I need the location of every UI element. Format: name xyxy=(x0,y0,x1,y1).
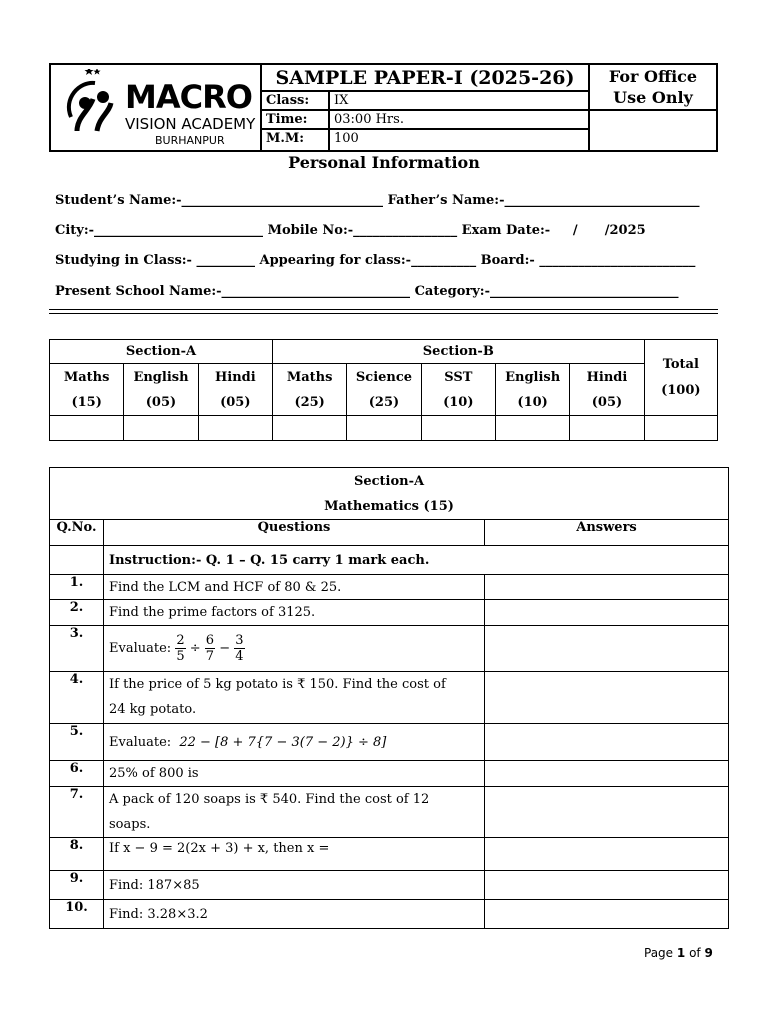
marks-cell[interactable] xyxy=(421,416,495,441)
section-title: Section-A xyxy=(353,473,425,489)
question-number: 9. xyxy=(50,871,104,900)
fraction: $\frac{3}{4}$ xyxy=(235,633,244,664)
total-label: Total xyxy=(662,356,699,372)
paper-title: SAMPLE PAPER-I (2025-26) xyxy=(275,67,575,89)
office-use-cell xyxy=(590,65,716,150)
question-text: Find: 187×85 xyxy=(104,871,485,900)
subject-header: English (10) xyxy=(495,364,569,416)
header-box xyxy=(49,63,718,152)
total-header xyxy=(644,340,717,416)
answers-header: Answers xyxy=(485,520,729,546)
total-value: (100) xyxy=(661,382,701,398)
subject-header: Science (25) xyxy=(347,364,421,416)
time-value: 03:00 Hrs. xyxy=(334,112,404,127)
question-text: If x − 9 = 2(2x + 3) + x, then x = xyxy=(104,838,485,871)
mm-label: M.M: xyxy=(266,131,305,146)
answer-cell[interactable] xyxy=(485,900,729,929)
marks-cell[interactable] xyxy=(495,416,569,441)
page-total: 9 xyxy=(704,946,713,960)
time-label: Time: xyxy=(266,112,308,127)
question-number: 6. xyxy=(50,761,104,787)
marks-cell[interactable] xyxy=(272,416,346,441)
subject-header: English (05) xyxy=(124,364,198,416)
macro-logo-icon xyxy=(59,69,125,139)
question-text: Find: 3.28×3.2 xyxy=(104,900,485,929)
question-text: If the price of 5 kg potato is ₹ 150. Find the cost of 24 kg potato. xyxy=(104,672,485,724)
of-label: of xyxy=(689,946,701,960)
operator: − xyxy=(219,641,231,656)
class-row xyxy=(262,90,588,109)
questions-header: Questions xyxy=(104,520,485,546)
answer-cell[interactable] xyxy=(485,672,729,724)
question-text: A pack of 120 soaps is ₹ 540. Find the cost of 12 soaps. xyxy=(104,787,485,838)
office-line-1: For Office xyxy=(608,67,698,86)
answer-cell[interactable] xyxy=(485,838,729,871)
question-number: 1. xyxy=(50,575,104,600)
question-number: 7. xyxy=(50,787,104,838)
question-number: 5. xyxy=(50,724,104,761)
class-value: IX xyxy=(334,93,349,108)
subject-header: SST (10) xyxy=(421,364,495,416)
section-a-header: Section-A xyxy=(50,340,273,364)
logo-cell xyxy=(51,65,262,150)
title-cell xyxy=(262,65,590,150)
answer-cell[interactable] xyxy=(485,761,729,787)
question-text xyxy=(104,626,485,672)
question-number: 10. xyxy=(50,900,104,929)
subject-header: Hindi (05) xyxy=(198,364,272,416)
divider-top xyxy=(49,309,718,310)
divider-bottom xyxy=(49,313,718,314)
office-line-2: Use Only xyxy=(613,88,693,107)
logo-brand: MACRO xyxy=(125,78,252,116)
question-number: 4. xyxy=(50,672,104,724)
subject-header: Maths (15) xyxy=(50,364,124,416)
page-label: Page xyxy=(644,946,674,960)
page-indicator xyxy=(644,946,713,960)
instruction: Instruction:- Q. 1 – Q. 15 carry 1 mark each. xyxy=(104,546,729,575)
question-text: 25% of 800 is xyxy=(104,761,485,787)
logo-city: BURHANPUR xyxy=(155,134,225,147)
question-text: Find the LCM and HCF of 80 & 25. xyxy=(104,575,485,600)
logo-subtitle: VISION ACADEMY xyxy=(125,115,256,133)
question-number: 3. xyxy=(50,626,104,672)
marks-cell[interactable] xyxy=(50,416,124,441)
fraction: $\frac{2}{5}$ xyxy=(176,633,185,664)
subject-header: Maths (25) xyxy=(272,364,346,416)
total-cell[interactable] xyxy=(644,416,717,441)
section-title-cell xyxy=(50,468,729,520)
question-text: Evaluate: 22 − [8 + 7{7 − 3(7 − 2)} ÷ 8] xyxy=(104,724,485,761)
fraction: $\frac{6}{7}$ xyxy=(205,633,215,664)
marks-cell[interactable] xyxy=(124,416,198,441)
city-fields-line[interactable]: City:-__________________________ Mobile No:-________________ Exam Date:- / /2025 xyxy=(55,223,646,238)
mm-value: 100 xyxy=(334,131,359,146)
question-number: 2. xyxy=(50,600,104,626)
question-text: Find the prime factors of 3125. xyxy=(104,600,485,626)
marks-cell[interactable] xyxy=(570,416,644,441)
qno-header: Q.No. xyxy=(50,520,104,546)
time-row xyxy=(262,109,588,128)
section-b-header: Section-B xyxy=(272,340,644,364)
evaluate-label: Evaluate: xyxy=(109,641,172,656)
subject-title: Mathematics (15) xyxy=(324,498,454,514)
page-number: 1 xyxy=(676,946,686,960)
answer-cell[interactable] xyxy=(485,626,729,672)
answer-cell[interactable] xyxy=(485,787,729,838)
marks-table xyxy=(49,339,718,441)
name-fields-line[interactable]: Student’s Name:-_______________________________ Father’s Name:-______________________________ xyxy=(55,193,700,208)
questions-table xyxy=(49,467,729,929)
answer-cell[interactable] xyxy=(485,871,729,900)
class-label: Class: xyxy=(266,93,310,108)
marks-cell[interactable] xyxy=(347,416,421,441)
answer-cell[interactable] xyxy=(485,575,729,600)
subject-header: Hindi (05) xyxy=(570,364,644,416)
answer-cell[interactable] xyxy=(485,724,729,761)
math-expression: 22 − [8 + 7{7 − 3(7 − 2)} ÷ 8] xyxy=(179,734,387,750)
class-fields-line[interactable]: Studying in Class:- _________ Appearing for class:-__________ Board:- ________________________ xyxy=(55,253,696,268)
marks-row xyxy=(262,128,588,150)
school-fields-line[interactable]: Present School Name:-_____________________________ Category:-_____________________________ xyxy=(55,284,679,299)
operator: ÷ xyxy=(189,641,201,656)
question-number: 8. xyxy=(50,838,104,871)
personal-info-heading: Personal Information xyxy=(288,153,480,172)
marks-cell[interactable] xyxy=(198,416,272,441)
instruction-blank xyxy=(50,546,104,575)
answer-cell[interactable] xyxy=(485,600,729,626)
